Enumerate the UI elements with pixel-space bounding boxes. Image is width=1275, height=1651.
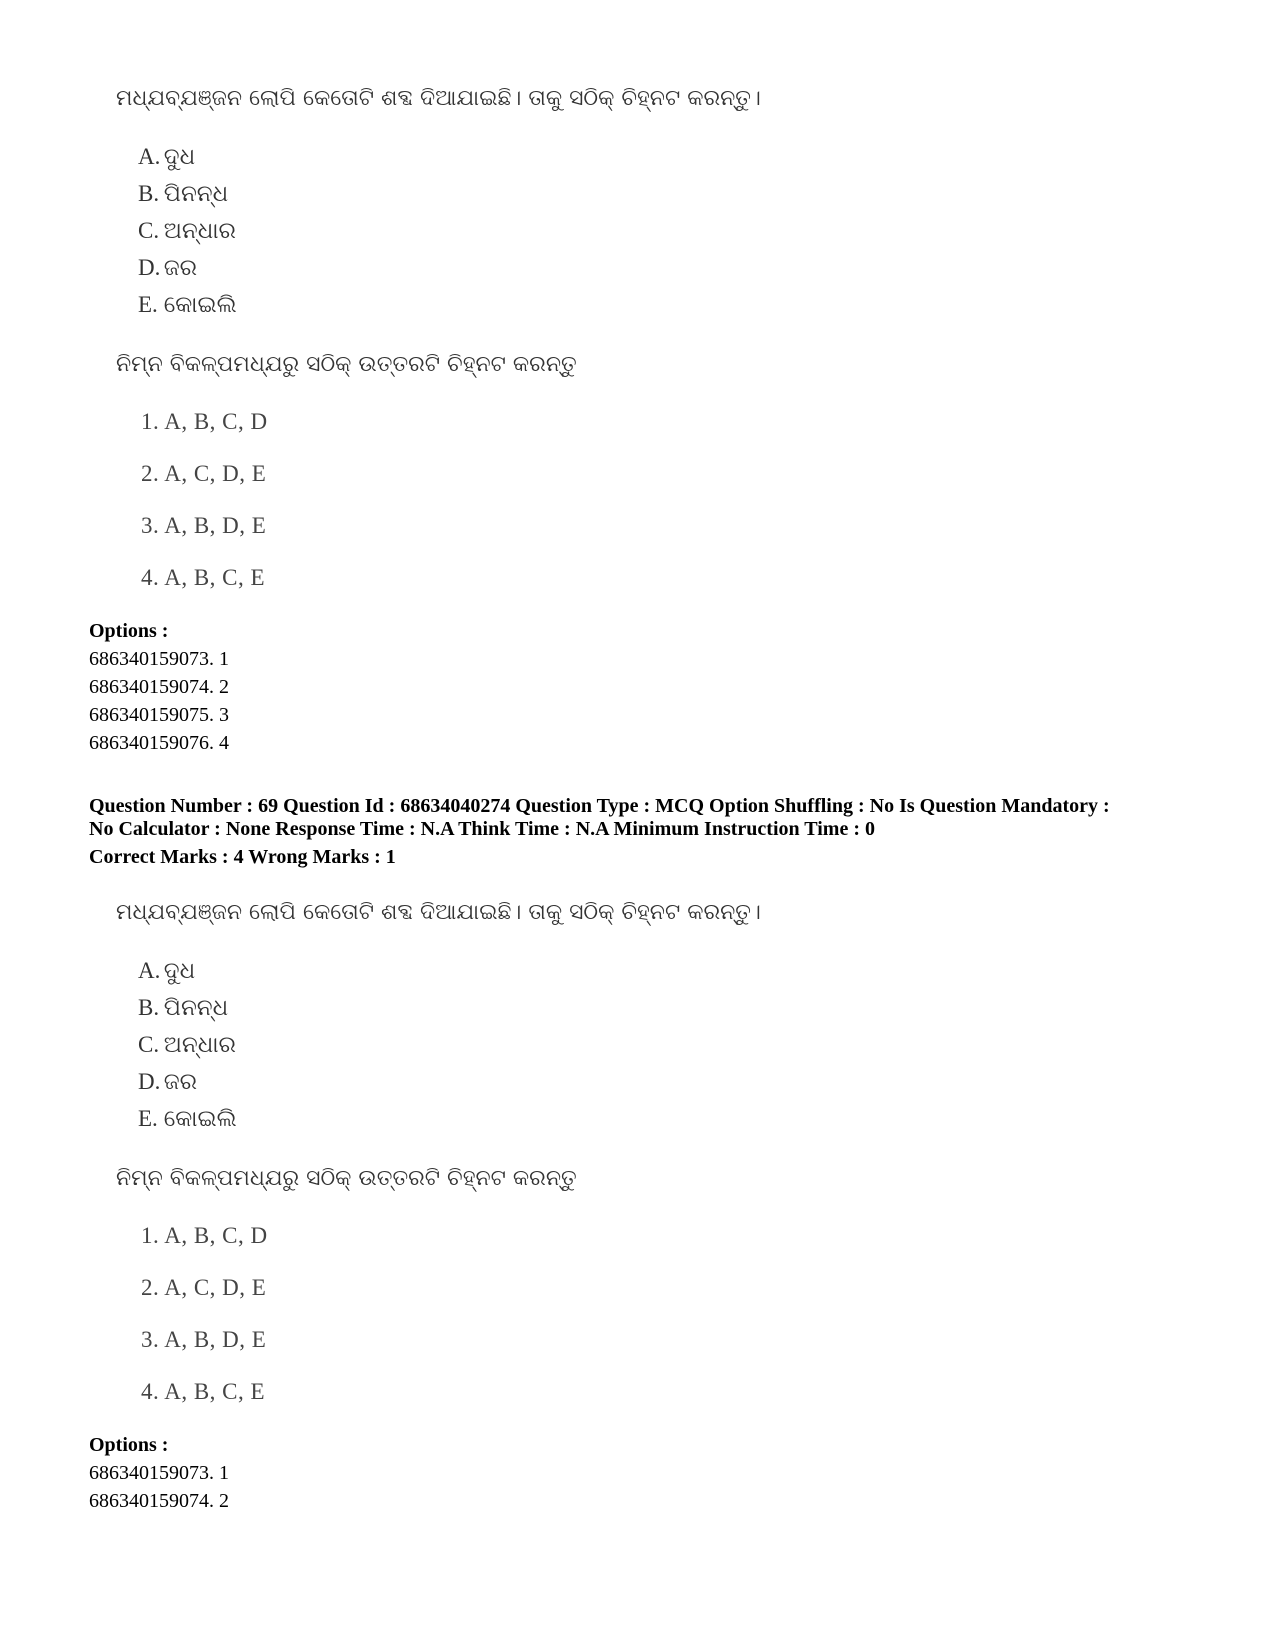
word-item-text: ପିନନ୍ଧ [163, 995, 229, 1020]
question-prompt: ନିମ୍ନ ବିକଳ୍ପମଧ୍ଯରୁ ସଠିକ୍ ଉତ୍ତରଟି ଚିହ୍ନଟ କରନ୍ତୁ [116, 1166, 577, 1191]
word-item-text: ଜର [163, 1069, 198, 1094]
option-id-row: 686340159073. 1 [89, 648, 229, 670]
word-item-text: କୋଇଲି [163, 292, 237, 317]
answer-choice: 2. A, C, D, E [141, 461, 267, 486]
option-id-row: 686340159074. 2 [89, 1490, 229, 1512]
options-label: Options : [89, 1434, 169, 1456]
word-item [138, 292, 237, 318]
word-item-text: ଅନ୍ଧାର [163, 1032, 236, 1057]
word-item [138, 144, 195, 170]
question-meta-line: Question Number : 69 Question Id : 68634040274 Question Type : MCQ Option Shuffling : No Is Question Mandatory : [89, 795, 1110, 817]
word-item-text: ପିନନ୍ଧ [163, 181, 229, 206]
question-marks: Correct Marks : 4 Wrong Marks : 1 [89, 846, 396, 868]
word-item-key: C. [138, 218, 160, 243]
word-item [138, 1106, 237, 1132]
word-item [138, 255, 197, 281]
word-item-key: A. [138, 958, 161, 983]
word-item-text: ଦୁଧ [163, 958, 196, 983]
word-item-key: E. [138, 292, 158, 317]
word-item [138, 958, 195, 984]
answer-choice: 3. A, B, D, E [141, 1327, 267, 1352]
answer-choice: 1. A, B, C, D [141, 409, 268, 434]
option-id-row: 686340159074. 2 [89, 676, 229, 698]
option-id-row: 686340159073. 1 [89, 1462, 229, 1484]
word-item-text: ଜର [163, 255, 198, 280]
word-item [138, 218, 236, 244]
word-item-text: ଅନ୍ଧାର [163, 218, 236, 243]
question-prompt: ନିମ୍ନ ବିକଳ୍ପମଧ୍ଯରୁ ସଠିକ୍ ଉତ୍ତରଟି ଚିହ୍ନଟ କରନ୍ତୁ [116, 352, 577, 377]
word-item [138, 995, 228, 1021]
question-instruction: ମଧ୍ଯବ୍ଯଞ୍ଜନ ଲୋପି କେତୋଟି ଶବ୍ଦ ଦିଆଯାଇଛି। ତାକୁ ସଠିକ୍ ଚିହ୍ନଟ କରନ୍ତୁ। [116, 86, 761, 111]
answer-choice: 1. A, B, C, D [141, 1223, 268, 1248]
options-label: Options : [89, 620, 169, 642]
question-meta-line: No Calculator : None Response Time : N.A Think Time : N.A Minimum Instruction Time : 0 [89, 818, 875, 840]
word-item [138, 1032, 236, 1058]
option-id-row: 686340159075. 3 [89, 704, 229, 726]
word-item [138, 181, 228, 207]
answer-choice: 3. A, B, D, E [141, 513, 267, 538]
word-item-text: ଦୁଧ [163, 144, 196, 169]
word-item [138, 1069, 197, 1095]
word-item-key: D. [138, 1069, 161, 1094]
word-item-text: କୋଇଲି [163, 1106, 237, 1131]
option-id-row: 686340159076. 4 [89, 732, 229, 754]
word-item-key: C. [138, 1032, 160, 1057]
question-instruction: ମଧ୍ଯବ୍ଯଞ୍ଜନ ଲୋପି କେତୋଟି ଶବ୍ଦ ଦିଆଯାଇଛି। ତାକୁ ସଠିକ୍ ଚିହ୍ନଟ କରନ୍ତୁ। [116, 900, 761, 925]
answer-choice: 4. A, B, C, E [141, 1379, 266, 1404]
word-item-key: E. [138, 1106, 158, 1131]
word-item-key: B. [138, 995, 160, 1020]
word-item-key: D. [138, 255, 161, 280]
answer-choice: 4. A, B, C, E [141, 565, 266, 590]
word-item-key: A. [138, 144, 161, 169]
answer-choice: 2. A, C, D, E [141, 1275, 267, 1300]
word-item-key: B. [138, 181, 160, 206]
